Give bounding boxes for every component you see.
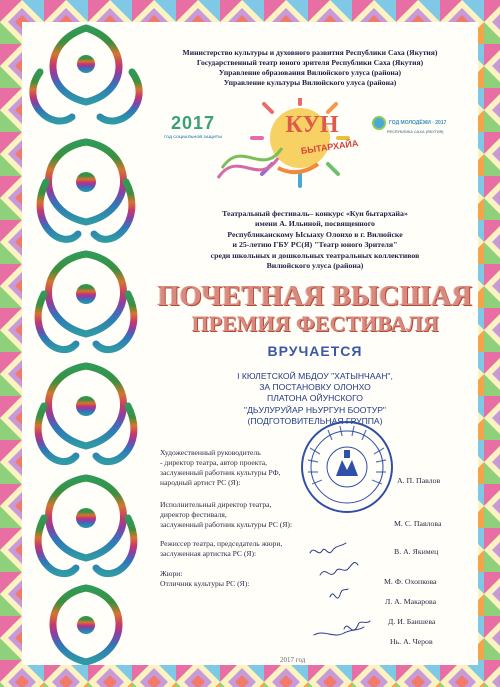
handwritten-signatures — [300, 535, 390, 653]
youth-year-logo: ГОД МОЛОДЁЖИ · 2017 РЕСПУБЛИКА САХА (ЯКУТИЯ) — [372, 116, 462, 134]
jury-member-name: Л. А. Макарова — [385, 597, 437, 606]
recipient-line: ПЛАТОНА ОЙУНСКОГО — [267, 393, 363, 404]
logo-word: КУН — [285, 112, 339, 138]
signer-1-name: А. П. Павлов — [397, 476, 441, 485]
festival-line: среди школьных и дошкольных театральных коллективов — [210, 250, 420, 260]
jury-member-name: Нь. А. Черов — [390, 637, 433, 646]
recipient-line: "ДЬУЛУРУЙАР НЬУРГУН БООТУР" — [244, 404, 386, 415]
award-title-line2: ПРЕМИЯ ФЕСТИВАЛЯ — [191, 311, 439, 336]
awarded-heading: ВРУЧАЕТСЯ — [267, 343, 363, 359]
signer-2-name: М. С. Павлова — [394, 519, 442, 528]
jury-member-name: М. Ф. Охопкова — [384, 577, 437, 586]
organizer-line: Управление образования Вилюйского улуса (района) — [218, 68, 402, 77]
festival-line: и 25-летию ГБУ РС(Я) "Театр юного Зрителя" — [232, 240, 398, 250]
festival-line: Театральный фестиваль– конкурс «Куи бытархайа» — [222, 209, 408, 218]
organizers-header — [150, 48, 470, 88]
year-2017-logo: 2017 ГОД СОЦИАЛЬНОЙ ЗАЩИТЫ — [163, 113, 223, 139]
recipient-line: ЗА ПОСТАНОВКУ ОЛОНХО — [259, 382, 371, 393]
festival-description — [150, 209, 480, 271]
logo-subword: БЫТАРХАЙА — [300, 138, 359, 157]
festival-logo — [208, 98, 383, 198]
festival-line: имени А. Ильиной, посвященного — [255, 219, 375, 229]
signer-2-title: Исполнительный директор театра, директор фестиваля, заслуженный работник культуры РС (Я): — [160, 500, 293, 529]
signer-3-title: Режиссер театра, председатель жюри, заслуженная артистка РС (Я): — [160, 539, 283, 558]
sun-icon — [372, 116, 386, 130]
organizer-line: Министерство культуры и духовного развития Республики Саха (Якутия) — [182, 48, 438, 57]
organizer-line: Управление культуры Вилюйского улуса (района) — [223, 78, 397, 87]
jury-title: Жюри: Отличник культуры РС (Я): — [160, 569, 250, 588]
recipient-line: (ПОДГОТОВИТЕЛЬНАЯ ГРУППА) — [247, 415, 383, 426]
ornament-column — [22, 22, 150, 665]
signer-1-title: Художественный руководитель - директор театра, автор проекта, заслуженный работник культуры РФ, народный артист РС (Я): — [160, 448, 281, 487]
festival-line: Вилюйского улуса (района) — [266, 261, 364, 271]
organizer-line: Государственный театр юного зрителя Республики Саха (Якутия) — [196, 58, 424, 67]
recipient-line: I КЮЛЕТСКОЙ МБДОУ "ХАТЫНЧААН", — [237, 371, 393, 381]
certificate-year: 2017 год — [280, 656, 306, 664]
signer-3-name: В. А. Якимец — [394, 547, 439, 556]
festival-line: Республиканскому Ысыаху Олонхо в г. Вилюйске — [227, 229, 403, 239]
jury-member-name: Д. И. Баишева — [388, 617, 436, 626]
award-title-line1: ПОЧЕТНАЯ ВЫСШАЯ — [157, 281, 473, 312]
